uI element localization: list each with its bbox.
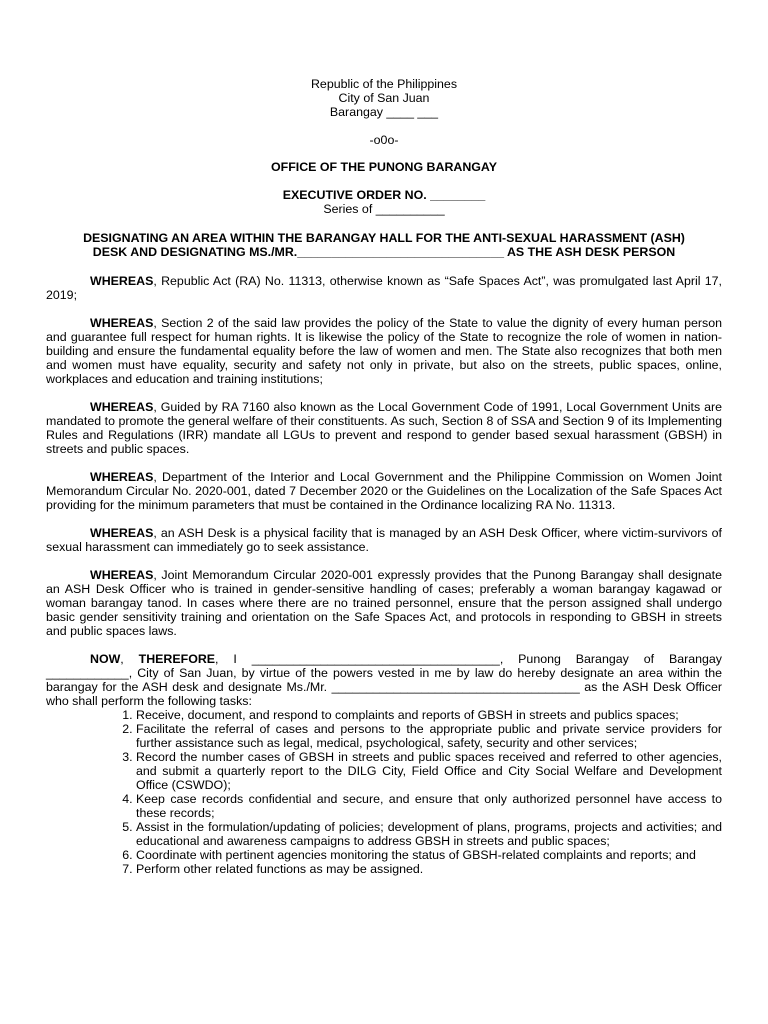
order-title — [46, 231, 722, 259]
task-list — [46, 708, 722, 876]
paragraph-text: , Guided by RA 7160 also known as the Local Government Code of 1991, Local Government Units are mandated to promote the general welfare of their constituents. As such, Section 8 of SSA and Section 9 of its Implementing Rules and Regulations (IRR) mandate all LGUs to prevent and respond to gender based sexual harassment (GBSH) in streets and public spaces. — [46, 400, 722, 456]
whereas-paragraph — [46, 274, 722, 302]
separator: -o0o- — [369, 133, 399, 147]
whereas-label: WHEREAS — [90, 470, 154, 484]
paragraph-text: , Department of the Interior and Local Government and the Philippine Commission on Women Joint Memorandum Circular No. 2020-001, dated 7 December 2020 or the Guidelines on the Localization of the Safe Spaces Act providing for the minimum parameters that must be contained in the Ordinance localizing RA No. 11313. — [46, 470, 722, 512]
paragraph-text: , Section 2 of the said law provides the policy of the State to value the dignity of every human person and guarantee full respect for human rights. It is likewise the policy of the State to recognize the role of women in nation-building and ensure the fundamental equality before the law of women and men. The State also recognizes that both men and women must have equality, security and safety not only in private, but also on the streets, public spaces, online, workplaces and education and training institutions; — [46, 316, 722, 386]
task-item: 1. Receive, document, and respond to complaints and reports of GBSH in streets and publics spaces; — [136, 708, 722, 722]
whereas-paragraph — [46, 316, 722, 386]
paragraph-text: , Joint Memorandum Circular 2020-001 expressly provides that the Punong Barangay shall designate an ASH Desk Officer who is trained in gender-sensitive handling of cases; preferably a woman barangay kagawad or woman barangay tanod. In cases where there are no trained personnel, ensure that the person assigned shall undergo basic gender sensitivity training and orientation on the Safe Spaces Act, and protocols in responding to GBSH in streets and public spaces laws. — [46, 568, 722, 638]
whereas-label: WHEREAS — [90, 274, 154, 288]
executive-order-block — [0, 188, 768, 216]
task-item: 2. Facilitate the referral of cases and persons to the appropriate public and private service providers for further assistance such as legal, medical, psychological, safety, security and other services; — [136, 722, 722, 750]
whereas-paragraph — [46, 568, 722, 638]
whereas-paragraph — [46, 400, 722, 456]
task-item: 4. Keep case records confidential and secure, and ensure that only authorized personnel have access to these records; — [136, 792, 722, 820]
paragraph-text: , Republic Act (RA) No. 11313, otherwise known as “Safe Spaces Act”, was promulgated last April 17, 2019; — [46, 274, 722, 302]
series-line: Series of __________ — [323, 202, 445, 216]
now-label: NOW — [90, 652, 121, 666]
office-heading: OFFICE OF THE PUNONG BARANGAY — [270, 160, 498, 174]
title-line-1: DESIGNATING AN AREA WITHIN THE BARANGAY HALL FOR THE ANTI-SEXUAL HARASSMENT (ASH) — [83, 231, 685, 245]
republic-line: Republic of the Philippines — [310, 77, 458, 91]
whereas-label: WHEREAS — [90, 316, 154, 330]
task-item: 6. Coordinate with pertinent agencies monitoring the status of GBSH-related complaints and reports; and — [136, 848, 722, 862]
letterhead — [0, 77, 768, 119]
whereas-paragraph — [46, 526, 722, 554]
task-item: 3. Record the number cases of GBSH in streets and public spaces received and referred to other agencies, and submit a quarterly report to the DILG City, Field Office and City Social Welfare and Development Office (CSWDO); — [136, 750, 722, 792]
now-therefore-paragraph: NOW, THEREFORE, I ____________________________________, Punong Barangay of Barangay ____________, City of San Juan, by virtue of the powers vested in me by law do hereby designate an area within the barangay for the ASH desk and designate Ms./Mr. ____________________________________ as the ASH Desk Officer who shall perform the following tasks: — [46, 652, 722, 708]
task-item: 7. Perform other related functions as may be assigned. — [136, 862, 722, 876]
barangay-line: Barangay ____ ___ — [329, 105, 439, 119]
city-line: City of San Juan — [338, 91, 430, 105]
executive-order-number: EXECUTIVE ORDER NO. ________ — [282, 188, 486, 202]
whereas-paragraph — [46, 470, 722, 512]
title-line-2: DESK AND DESIGNATING MS./MR.______________________________ AS THE ASH DESK PERSON — [92, 245, 676, 259]
paragraph-text: , an ASH Desk is a physical facility that is managed by an ASH Desk Officer, where victim-survivors of sexual harassment can immediately go to seek assistance. — [46, 526, 722, 554]
whereas-label: WHEREAS — [90, 526, 154, 540]
task-item: 5. Assist in the formulation/updating of policies; development of plans, programs, projects and activities; and educational and awareness campaigns to address GBSH in streets and public spaces; — [136, 820, 722, 848]
now-therefore-text: I ____________________________________, Punong Barangay of Barangay ____________, City of San Juan, by virtue of the powers vested in me by law do hereby designate an area within the barangay for the ASH desk and designate Ms./Mr. ____________________________________ as the ASH Desk Officer who shall perform the following tasks: — [46, 652, 722, 708]
therefore-label: THEREFORE — [138, 652, 216, 666]
whereas-label: WHEREAS — [90, 568, 154, 582]
document-body — [46, 274, 722, 876]
whereas-label: WHEREAS — [90, 400, 154, 414]
